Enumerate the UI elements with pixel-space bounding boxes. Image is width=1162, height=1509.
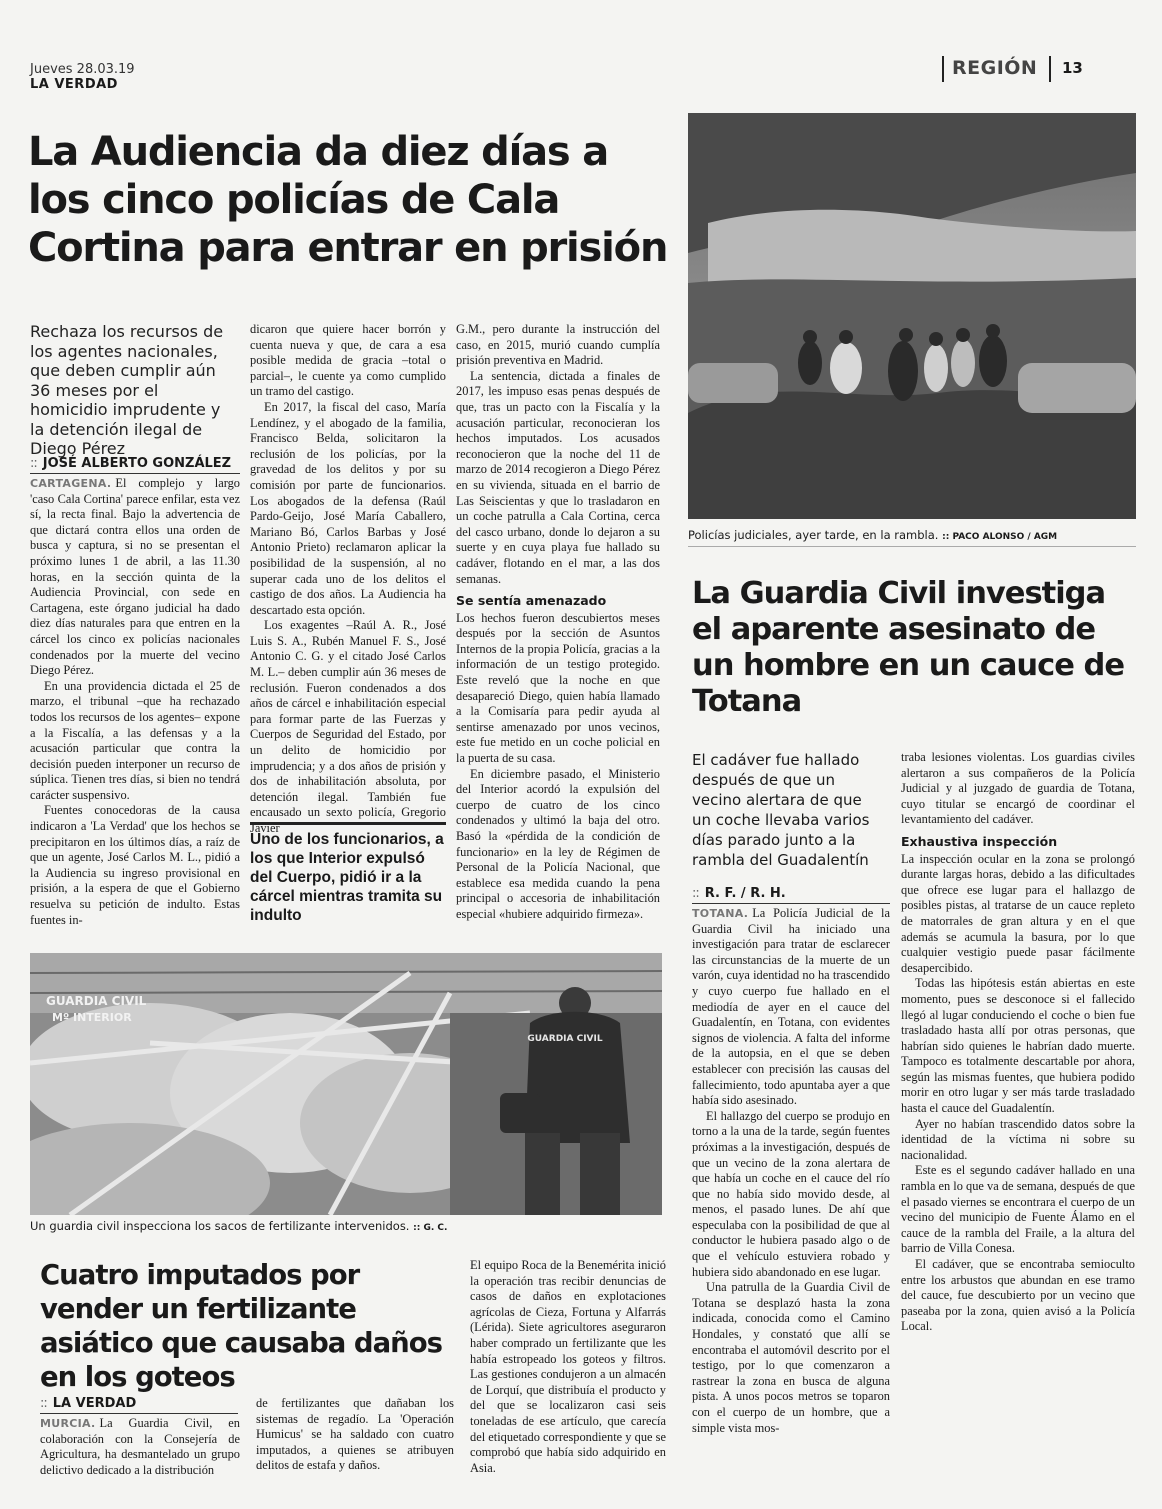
article1-col3: [456, 322, 660, 923]
article3-col1: [40, 1416, 240, 1478]
paragraph: CARTAGENA. El complejo y largo 'caso Cala Cortina' parece enfilar, esta vez sí, la recta final. Bajo la advertencia de que dictará contra ellos una orden de busca y captura, si no se presentan el próximo lunes 1 de abril, a las 11.30 horas, en la sección quinta de la Audiencia Provincial, con sede en Cartagena, este órgano judicial ha dado diez días naturales para que entren en la cárcel los cinco ex policías nacionales condenados por la muerte del vecino Diego Pérez.: [30, 476, 240, 678]
byline-mark: ::: [692, 886, 699, 901]
article3-headline: Cuatro imputados por vender un fertilizante asiático que causaba daños en los goteos: [40, 1259, 442, 1393]
article1-byline: :: JOSÉ ALBERTO GONZÁLEZ: [30, 456, 240, 474]
paragraph: Los hechos fueron descubiertos meses después por la sección de Asuntos Internos de la propia Policía, gracias a la información de un testigo protegido. Este reveló que la noche en que desapareció Diego, quien había llamado a la Comisaría para pedir ayuda al sentirse amenazado por unos vecinos, este fue metido en un coche policial en la puerta de su casa.: [456, 610, 660, 766]
article3-byline: :: LA VERDAD: [40, 1396, 238, 1414]
photo1-caption: Policías judiciales, ayer tarde, en la rambla. :: PACO ALONSO / AGM: [688, 528, 1136, 547]
paragraph: En diciembre pasado, el Ministerio del Interior acordó la expulsión del cuerpo de cuatro de los cinco condenados y ultimó la baja del otro. Basó la «pérdida de la condición de funcionario» en la ley de Régimen de Personal de la Policía Nacional, que establece esa medida cuando la pena principal o accesoria de inhabilitación especial «hubiere adquirido firmeza».: [456, 766, 660, 921]
article1-subhead: Se sentía amenazado: [456, 593, 607, 609]
article2-headline: La Guardia Civil investiga el aparente asesinato de un hombre en un cauce de Totana: [692, 576, 1125, 719]
paragraph: Los exagentes –Raúl A. R., José Luis S. A., Rubén Manuel F. S., José Antonio C. G. y el citado José Carlos M. L.– deben cumplir aún 36 meses de reclusión. Fueron condenados a dos años de cárcel e inhabilitación especial para formar parte de las Fuerzas y Cuerpos de Seguridad del Estado, por un delito de homicidio por imprudencia; y a dos años de prisión y dos de inhabilitación absoluta, por detención ilegal. También fue encausado un sexto policía, Gregorio Javier: [250, 618, 446, 835]
article2-col1: [692, 906, 890, 1436]
paragraph: En 2017, la fiscal del caso, María Lendínez, y el abogado de la familia, Francisco Belda, solicitaron la reclusión de los policías, por la gravedad de los delitos y por su comisión por parte de funcionarios. Los abogados de la defensa (Raúl Pardo-Geijo, José María Caballero, Mariano Bó, Carlos Barbas y José Antonio Prieto) reclamaron aplicar la posibilidad de la suspensión, al no superar cada uno de los delitos el castigo de dos años. La Audiencia ha descartado esta opción.: [250, 399, 446, 617]
paragraph: Todas las hipótesis están abiertas en este momento, pues se desconoce si el fallecido llegó al lugar conduciendo el coche o bien fue trasladado hasta allí por otras personas, que habrían sido quienes le habrían dado muerte. Tampoco es totalmente descartable por ahora, según las mismas fuentes, que hubiera podido morir en otro lugar y ser más tarde trasladado hasta el cauce del Guadalentín.: [901, 976, 1135, 1116]
section-name: REGIÓN: [952, 57, 1038, 79]
header-paper: LA VERDAD: [30, 77, 118, 92]
article3-col3: [470, 1258, 666, 1476]
header-left-rule: [942, 56, 944, 82]
article2-col2: [901, 750, 1135, 1335]
article1-headline: La Audiencia da diez días a los cinco policías de Cala Cortina para entrar en prisión: [28, 129, 668, 271]
paragraph: Una patrulla de la Guardia Civil de Totana se desplazó hasta la zona indicada, conocida como el Camino Hondales, y constató que allí se encontraba el automóvil descrito por el testigo, por lo que comenzaron a rastrear la zona en busca de alguna pista. A unos pocos metros se toparon con el cuerpo de un hombre, que a simple vista mos-: [692, 1280, 890, 1435]
photo-fertilizer: [30, 953, 662, 1215]
pullquote-rule: [250, 822, 446, 825]
article1-pullquote: Uno de los funcionarios, a los que Interior expulsó del Cuerpo, pidió ir a la cárcel mientras tramita su indulto: [250, 831, 444, 924]
paragraph: El hallazgo del cuerpo se produjo en torno a la una de la tarde, según fuentes próximas a la investigación, después de que un vecino de la zona alertara de que había un coche en el cauce del río que no había sido movido desde, al menos, el pasado lunes. De ahí que especulaba con la posibilidad de que al conductor le hubiera pasado algo o de que el vehículo estuviera robado y hubiera sido abandonado en ese lugar.: [692, 1108, 890, 1279]
paragraph: El equipo Roca de la Benemérita inició la operación tras recibir denuncias de casos de daños en explotaciones agrícolas de Cieza, Fortuna y Alfarrás (Lérida). Siete agricultores aseguraron haber comprado un fertilizante que les había estropeado los goteos y filtros. Las gestiones condujeron a un almacén de Lorquí, que distribuía el producto y del que se localizaron casi seis toneladas de ese artículo, que carecía del etiquetado correspondiente y que se comprobó que había sido adquirido en Asia.: [470, 1258, 666, 1475]
paragraph: de fertilizantes que dañaban los sistemas de regadío. La 'Operación Humicus' se ha saldado con cuatro imputados, a quienes se atribuyen delitos de estafa y daños.: [256, 1396, 454, 1473]
paragraph: Fuentes conocedoras de la causa indicaron a 'La Verdad' que los hechos se precipitaron en los últimos días, a raíz de que un agente, José Carlos M. L., pidió a la Audiencia su ingreso provisional en prisión, a la espera de que el Gobierno resuelva su petición de indulto. Estas fuentes in-: [30, 803, 240, 927]
photo2-credit: :: G. C.: [413, 1223, 448, 1233]
header-mid-rule: [1049, 56, 1051, 82]
byline-mark: ::: [40, 1396, 47, 1411]
paragraph: G.M., pero durante la instrucción del caso, en 2015, murió cuando cumplía prisión preventiva en Madrid.: [456, 322, 660, 368]
byline-mark: ::: [30, 456, 37, 471]
article2-subhead: Exhaustiva inspección: [901, 833, 1058, 849]
article1-col2: [250, 322, 446, 837]
paragraph: MURCIA. La Guardia Civil, en colaboración con la Consejería de Agricultura, ha desmantelado un grupo delictivo dedicado a la distribución: [40, 1416, 240, 1477]
sign-guardia-civil: GUARDIA CIVIL: [46, 994, 147, 1008]
article1-lead: Rechaza los recursos de los agentes nacionales, que deben cumplir aún 36 meses por el homicidio imprudente y la detención ilegal de Diego Pérez: [30, 322, 224, 458]
paragraph: dicaron que quiere hacer borrón y cuenta nueva y que, de cara a esa posible medida de gracia –total o parcial–, le cuente ya como cumplido un tramo del castigo.: [250, 322, 446, 399]
paragraph: La inspección ocular en la zona se prolongó durante largas horas, debido a las dificultades que ofrece ese lugar para el hallazgo de posibles pistas, al tratarse de un cauce repleto de matorrales de gran altura y en el que además se acumula la basura, por lo que cualquier vestigio puede pasar fácilmente desapercibido.: [901, 851, 1135, 975]
paragraph: traba lesiones violentas. Los guardias civiles alertaron a sus compañeros de la Policía Judicial y al juzgado de guardia de Totana, cuyo titular se encargó de coordinar el levantamiento del cadáver.: [901, 750, 1135, 827]
paragraph: En una providencia dictada el 25 de marzo, el tribunal –que ha rechazado todos los recursos de los agentes– expone a la Fiscalía, a las defensas y a la acusación particular que contra la decisión pueden interponer un recurso de súplica. Tienen tres días, si bien no tendrá carácter suspensivo.: [30, 678, 240, 802]
photo-rambla: [688, 113, 1136, 519]
photo2-caption: Un guardia civil inspecciona los sacos de fertilizante intervenidos. :: G. C.: [30, 1219, 448, 1233]
paragraph: Este es el segundo cadáver hallado en una rambla en lo que va de semana, después de que el pasado viernes se encontrara el cuerpo de un vecino del municipio de Fuente Álamo en el cauce de la rambla del Fraile, a la altura del barrio de Villa Conesa.: [901, 1163, 1135, 1256]
paragraph: TOTANA. La Policía Judicial de la Guardia Civil ha iniciado una investigación para tratar de esclarecer las circunstancias de la muerte de un varón, cuya identidad no ha trascendido y cuyo cuerpo fue hallado en el mediodía de ayer en el cauce del Guadalentín, en Totana, con evidentes signos de violencia. A falta del informe de la autopsia, en el que se deben establecer con precisión las causas del fallecimiento, todo apuntaba ayer a que había sido asesinado.: [692, 906, 890, 1108]
photo1-credit: :: PACO ALONSO / AGM: [942, 532, 1058, 542]
page-number: 13: [1062, 59, 1083, 77]
article1-col1: [30, 476, 240, 928]
vest-label: GUARDIA CIVIL: [527, 1034, 603, 1044]
sign-interior: Mº INTERIOR: [52, 1011, 132, 1024]
paragraph: El cadáver, que se encontraba semioculto entre los arbustos que abundan en ese tramo del cauce, fue descubierto por un vecino que paseaba por la zona, quien avisó a la Policía Local.: [901, 1257, 1135, 1334]
header-date: Jueves 28.03.19: [30, 62, 135, 77]
article2-lead: El cadáver fue hallado después de que un vecino alertara de que un coche llevaba varios días parado junto a la rambla del Guadalentín: [692, 751, 870, 869]
article3-col2: [256, 1396, 454, 1474]
paragraph: Ayer no habían trascendido datos sobre la identidad de la víctima ni sobre su nacionalidad.: [901, 1116, 1135, 1162]
article2-byline: :: R. F. / R. H.: [692, 886, 890, 904]
paragraph: La sentencia, dictada a finales de 2017, les impuso esas penas después de que, tras un pacto con la Fiscalía y la acusación particular, reconocieran los hechos imputados. Los acusados reconocieron que la noche del 11 de marzo de 2014 recogieron a Diego Pérez en su vivienda, situada en el barrio de Las Seiscientas y que lo trasladaron en un coche patrulla a Cala Cortina, cerca del casco urbano, donde lo dejaron a su suerte y en cuya playa fue hallado su cadáver, flotando en el mar, a las dos semanas.: [456, 368, 660, 586]
